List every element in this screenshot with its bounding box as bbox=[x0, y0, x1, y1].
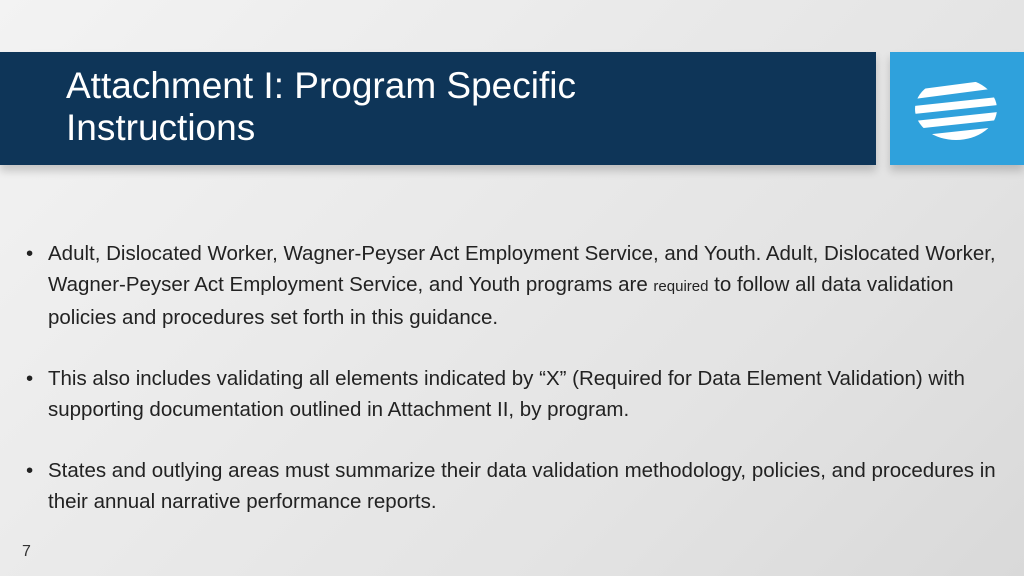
slide-title: Attachment I: Program Specific Instructions bbox=[66, 65, 576, 148]
striped-globe-logo-icon bbox=[914, 77, 998, 141]
bullet-small-text: required bbox=[653, 278, 709, 295]
bullet-text: This also includes validating all elements indicated by “X” (Required for Data Element Validation) with supporting documentation outlined in Attachment II, by program. bbox=[48, 367, 965, 421]
bullet-item bbox=[24, 238, 999, 333]
bullet-item bbox=[24, 363, 999, 425]
bullet-text: States and outlying areas must summarize their data validation methodology, policies, and procedures in their annual narrative performance reports. bbox=[48, 459, 996, 513]
bullet-marker: • bbox=[26, 242, 34, 265]
bullet-item bbox=[24, 455, 999, 517]
title-bar bbox=[0, 52, 876, 165]
bullet-list bbox=[24, 238, 999, 547]
logo-box bbox=[890, 52, 1024, 165]
bullet-marker: • bbox=[26, 367, 34, 390]
bullet-text: Adult, Dislocated Worker, Wagner-Peyser Act Employment Service, and Youth. Adult, Dislocated Worker, Wagner-Peyser Act Employment Service, and Youth programs are bbox=[48, 242, 996, 296]
bullet-trailing-text: to follow all data validation policies and procedures set forth in this guidance. bbox=[48, 273, 954, 329]
bullet-marker: • bbox=[26, 459, 34, 482]
page-number: 7 bbox=[22, 543, 31, 560]
